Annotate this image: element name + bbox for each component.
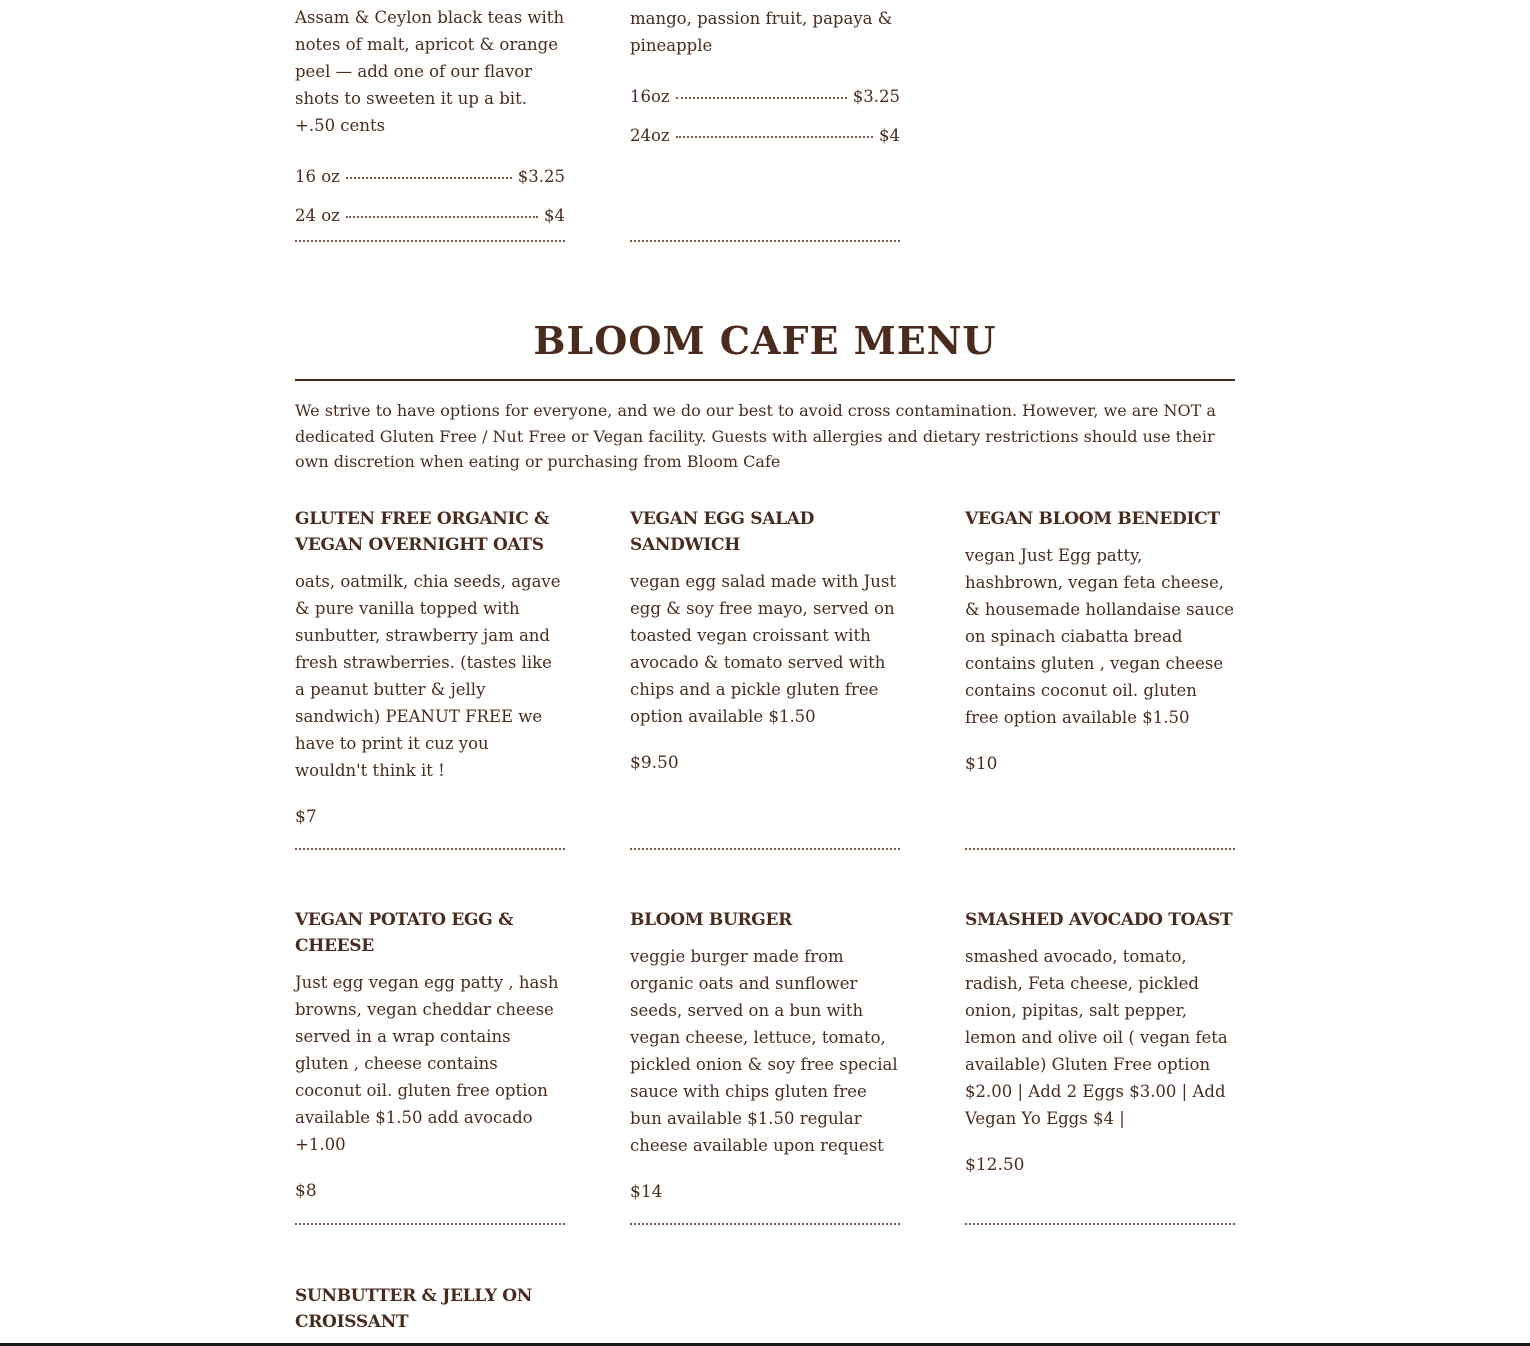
menu-item [295,1283,565,1345]
menu-item [630,907,900,1203]
menu-item-description: vegan Just Egg patty, hashbrown, vegan feta cheese, & housemade hollandaise sauce on spinach ciabatta bread contains gluten , vegan cheese contains coconut oil. gluten free option available $1.50 [965,546,1235,727]
menu-item-price: $14 [630,1182,663,1202]
item-divider [630,1223,900,1225]
tea-item-1 [295,4,565,226]
item-divider [630,240,900,242]
tea-item-description: mango, passion fruit, papaya & pineapple [630,9,893,55]
menu-item [295,907,565,1202]
tea-size-price: $4 [544,206,565,225]
menu-item-name: BLOOM BURGER [630,910,793,930]
item-divider [965,1223,1235,1225]
menu-item [295,506,565,828]
tea-item-2 [630,5,900,146]
menu-item-name: VEGAN EGG SALAD SANDWICH [630,509,815,555]
menu-item-description: veggie burger made from organic oats and sunflower seeds, served on a bun with vegan cheese, lettuce, tomato, pickled onion & soy free special sauce with chips gluten free bun available $1.50 regular cheese available upon request [630,947,898,1155]
menu-item-price: $10 [965,754,998,774]
tea-size-label: 16oz [630,87,670,106]
tea-size-price: $3.25 [517,167,565,186]
price-leader [676,126,873,138]
item-divider [630,848,900,850]
menu-item-name: VEGAN POTATO EGG & CHEESE [295,910,514,956]
menu-item-name: VEGAN BLOOM BENEDICT [965,509,1220,529]
tea-size-row [295,206,565,226]
item-divider [295,240,565,242]
menu-item-price: $9.50 [630,753,679,773]
menu-item-name: SMASHED AVOCADO TOAST [965,910,1233,930]
tea-item-description: Assam & Ceylon black teas with notes of malt, apricot & orange peel — add one of our flavor shots to sweeten it up a bit. +.50 cents [295,8,565,135]
tea-size-row [630,87,900,107]
menu-item [630,506,900,774]
allergy-notice: We strive to have options for everyone, and we do our best to avoid cross contamination. However, we are NOT a dedicated Gluten Free / Nut Free or Vegan facility. Guests with allergies and dietary restrictions should use their own discretion when eating or purchasing from Bloom Cafe [295,401,1216,471]
menu-item-price: $12.50 [965,1155,1025,1175]
menu-item-price: $8 [295,1181,317,1201]
tea-size-price: $3.25 [852,87,900,106]
menu-item-description: smashed avocado, tomato, radish, Feta cheese, pickled onion, pipitas, salt pepper, lemon and olive oil ( vegan feta available) Gluten Free option $2.00 | Add 2 Eggs $3.00 | Add Vegan Yo Eggs $4 | [965,947,1228,1128]
tea-size-label: 16 oz [295,167,340,186]
tea-size-row [630,126,900,146]
menu-item-description: oats, oatmilk, chia seeds, agave & pure vanilla topped with sunbutter, strawberry jam and fresh strawberries. (tastes like a peanut butter & jelly sandwich) PEANUT FREE we have to print it cuz you wouldn't think it ! [295,572,561,780]
title-rule [295,379,1235,381]
tea-size-label: 24oz [630,126,670,145]
menu-item-name: GLUTEN FREE ORGANIC & VEGAN OVERNIGHT OATS [295,509,550,555]
menu-item-description: Just egg vegan egg patty , hash browns, vegan cheddar cheese served in a wrap contains gluten , cheese contains coconut oil. gluten free option available $1.50 add avocado +1.00 [295,973,559,1154]
price-leader [676,87,847,99]
menu-item-price: $7 [295,807,317,827]
item-divider [295,848,565,850]
menu-item [965,907,1235,1176]
menu-item-name: SUNBUTTER & JELLY ON CROISSANT [295,1286,533,1332]
item-divider [295,1223,565,1225]
tea-size-price: $4 [879,126,900,145]
price-leader [346,206,538,218]
item-divider [965,848,1235,850]
tea-size-label: 24 oz [295,206,340,225]
tea-size-row [295,167,565,187]
price-leader [346,167,512,179]
menu-item [965,506,1235,775]
menu-item-description: vegan egg salad made with Just egg & soy free mayo, served on toasted vegan croissant with avocado & tomato served with chips and a pickle gluten free option available $1.50 [630,572,897,726]
menu-title: BLOOM CAFE MENU [533,318,997,363]
